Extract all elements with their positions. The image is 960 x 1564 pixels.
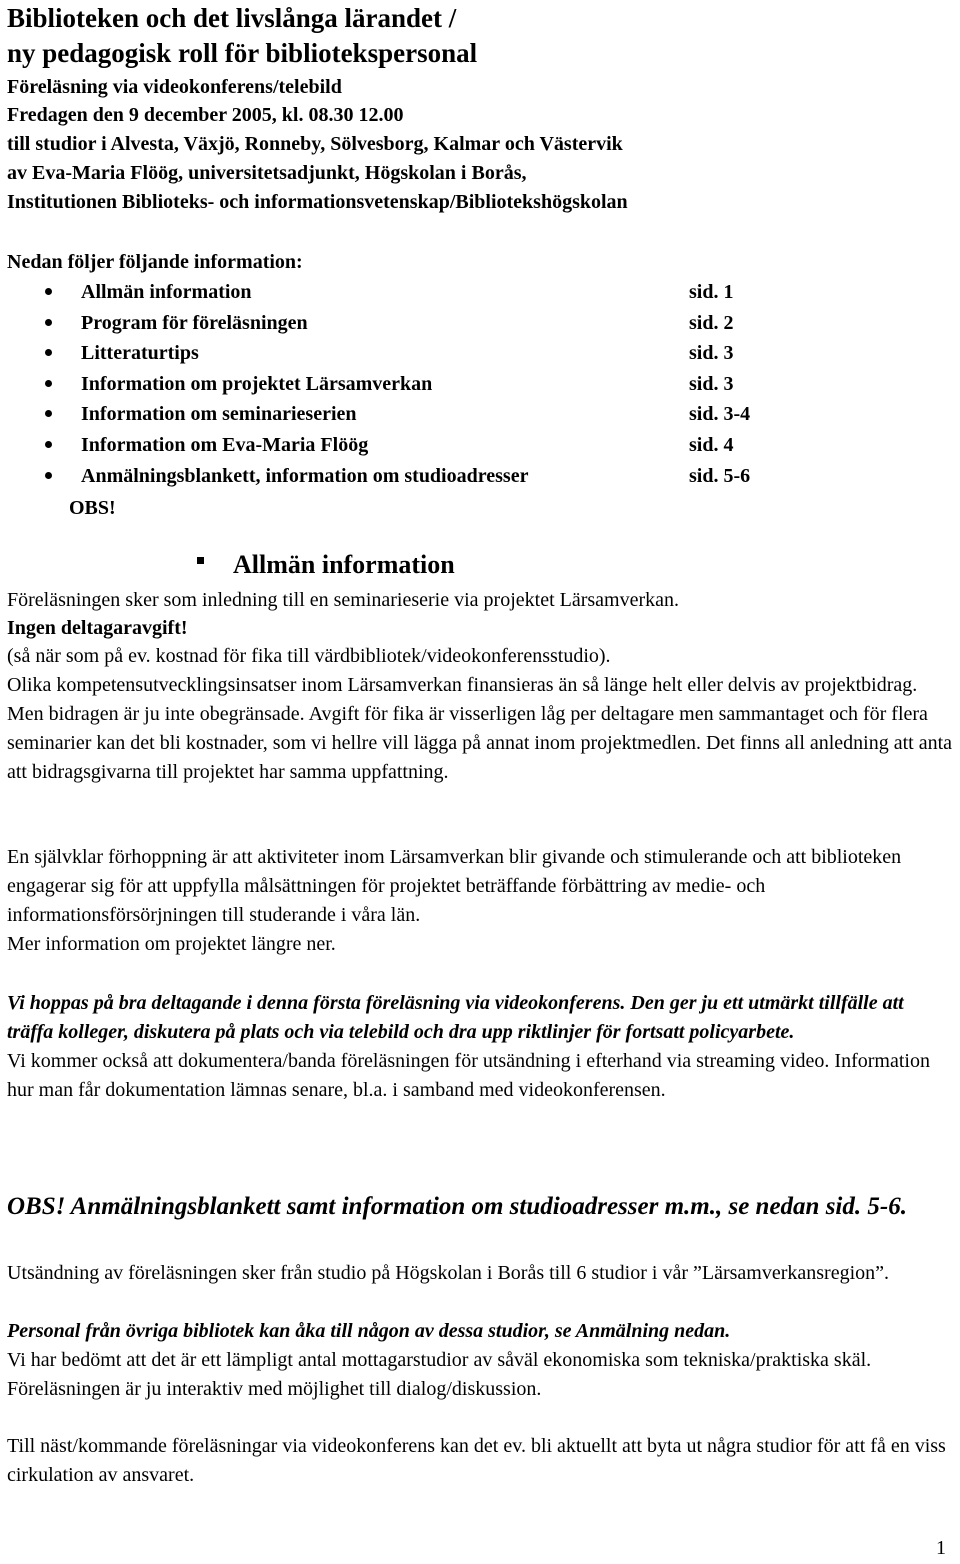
participation-emphasis: Vi hoppas på bra deltagande i denna första föreläsning via videokonferens. Den ger ju ett utmärkt tillfälle att träffa kolleger, diskutera på plats och via telebild och dra upp riktlinjer för fortsatt policyarbete. [7, 992, 904, 1043]
toc-item-label: Program för föreläsningen [81, 312, 308, 334]
lecture-type: Föreläsning via videokonferens/telebild [7, 76, 342, 98]
bullet-icon [45, 288, 52, 295]
lecturer: av Eva-Maria Flöög, universitetsadjunkt, Högskolan i Borås, [7, 162, 527, 184]
fee-exception: (så när som på ev. kostnad för fika till värdbibliotek/videokonferensstudio). [7, 645, 611, 667]
document-title-line1: Biblioteken och det livslånga lärandet / [7, 3, 457, 33]
documentation-note: Vi kommer också att dokumentera/banda föreläsningen för utsändning i efterhand via streaming video. Information hur man får dokumentation lämnas senare, bl.a. i samband med videokonferensen. [7, 1050, 930, 1101]
studio-count-note: Vi har bedömt att det är ett lämpligt antal mottagarstudior av såväl ekonomiska som tekniska/praktiska skäl. Föreläsningen är ju interaktiv med möjlighet till dialog/diskussion. [7, 1349, 872, 1400]
no-fee-note: Ingen deltagaravgift! [7, 617, 188, 639]
institution: Institutionen Biblioteks- och informationsvetenskap/Bibliotekshögskolan [7, 191, 628, 213]
funding-paragraph: Olika kompetensutvecklingsinsatser inom Lärsamverkan finansieras än så länge helt eller delvis av projektbidrag. Men bidragen är ju inte obegränsade. Avgift för fika är visserligen låg per deltagare men sammantaget och för flera seminarier kan det bli kostnader, som vi hellre vill lägga på annat inom projektmedlen. Det finns all anledning att anta att bidragsgivarna till projektet har samma uppfattning. [7, 674, 953, 783]
toc-item [7, 463, 807, 491]
lecture-studios: till studior i Alvesta, Växjö, Ronneby, Sölvesborg, Kalmar och Västervik [7, 133, 623, 155]
hope-paragraph: En självklar förhoppning är att aktiviteter inom Lärsamverkan blir givande och stimulerande och att biblioteken engagerar sig för att uppfylla målsättningen för projektet beträffande förbättring av medie- och informationsförsörjningen till studerande i våra län. [7, 846, 902, 926]
square-bullet-icon [197, 557, 204, 564]
toc-item [7, 279, 807, 307]
toc-item-page: sid. 3 [689, 342, 734, 364]
page-number: 1 [936, 1537, 946, 1559]
toc-item-page: sid. 2 [689, 312, 734, 334]
toc-item-label: Information om projektet Lärsamverkan [81, 373, 433, 395]
section-title: Allmän information [233, 550, 455, 579]
bullet-icon [45, 410, 52, 417]
toc-item-page: sid. 3-4 [689, 403, 751, 425]
toc-item [7, 371, 807, 399]
document-title-line2: ny pedagogisk roll för bibliotekspersonal [7, 38, 478, 68]
toc-item-label: Information om Eva-Maria Flöög [81, 434, 369, 456]
staff-emphasis: Personal från övriga bibliotek kan åka till någon av dessa studior, se Anmälning nedan. [7, 1320, 731, 1342]
toc-item-label: Litteraturtips [81, 342, 199, 364]
toc-item-page: sid. 3 [689, 373, 734, 395]
toc-item-page: sid. 1 [689, 281, 734, 303]
toc-item [7, 401, 807, 429]
bullet-icon [45, 472, 52, 479]
intro-line: Föreläsningen sker som inledning till en seminarieserie via projektet Lärsamverkan. [7, 589, 680, 611]
bullet-icon [45, 319, 52, 326]
toc-item-page: sid. 4 [689, 434, 734, 456]
bullet-icon [45, 380, 52, 387]
registration-obs: OBS! Anmälningsblankett samt information om studioadresser m.m., se nedan sid. 5-6. [7, 1193, 907, 1220]
more-info-line: Mer information om projektet längre ner. [7, 933, 336, 955]
bullet-icon [45, 349, 52, 356]
toc-item [7, 340, 807, 368]
staff-paragraph [7, 1317, 953, 1404]
toc-obs-note: OBS! [69, 497, 116, 519]
broadcast-paragraph: Utsändning av föreläsningen sker från studio på Högskolan i Borås till 6 studior i vår ”Lärsamverkansregion”. [7, 1262, 890, 1284]
participation-paragraph [7, 989, 953, 1105]
toc-item-page: sid. 5-6 [689, 465, 751, 487]
bullet-icon [45, 441, 52, 448]
toc-heading: Nedan följer följande information: [7, 251, 303, 273]
toc-item-label: Anmälningsblankett, information om studioadresser [81, 465, 529, 487]
toc-item [7, 310, 807, 338]
lecture-date: Fredagen den 9 december 2005, kl. 08.30 12.00 [7, 104, 404, 126]
future-paragraph: Till näst/kommande föreläsningar via videokonferens kan det ev. bli aktuellt att byta ut några studior för att få en viss cirkulation av ansvaret. [7, 1435, 946, 1486]
toc-item [7, 432, 807, 460]
toc-item-label: Information om seminarieserien [81, 403, 357, 425]
toc-item-label: Allmän information [81, 281, 252, 303]
